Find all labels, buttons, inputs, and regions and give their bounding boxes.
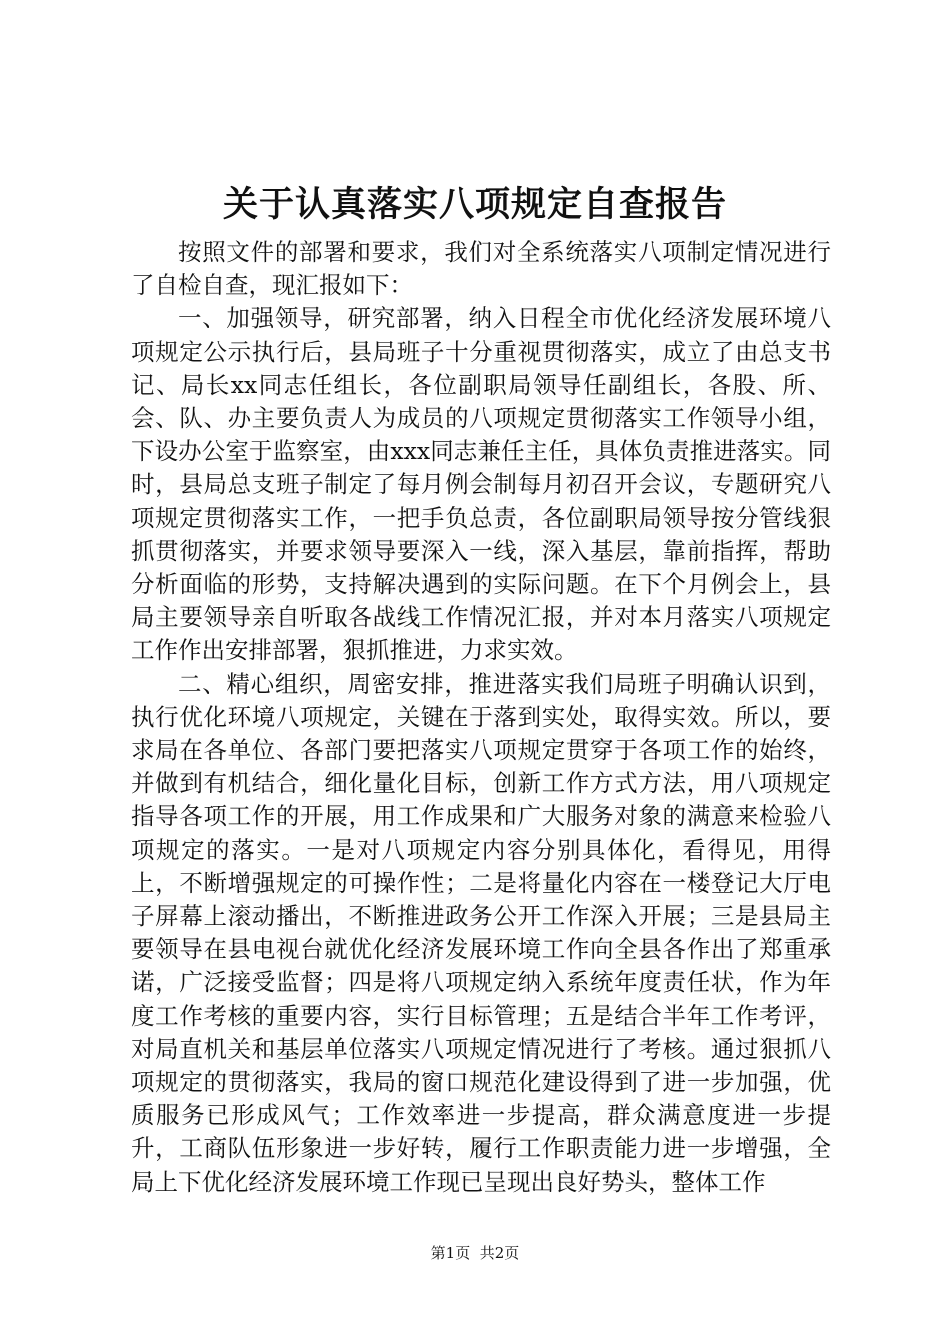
intro-paragraph: 按照文件的部署和要求，我们对全系统落实八项制定情况进行了自检自查，现汇报如下：	[131, 238, 831, 300]
document-title: 关于认真落实八项规定自查报告	[222, 184, 727, 225]
page-footer	[0, 1243, 950, 1263]
section-one-paragraph: 一、加强领导，研究部署，纳入日程全市优化经济发展环境八项规定公示执行后，县局班子十分重视贯彻落实，成立了由总支书记、局长xx同志任组长，各位副职局领导任副组长，各股、所、会、队、办主要负责人为成员的八项规定贯彻落实工作领导小组，下设办公室于监察室，由xxx同志兼任主任，具体负责推进落实。同时，县局总支班子制定了每月例会制每月初召开会议，专题研究八项规定贯彻落实工作，一把手负总责，各位副职局领导按分管线狠抓贯彻落实，并要求领导要深入一线，深入基层，靠前指挥，帮助分析面临的形势，支持解决遇到的实际问题。在下个月例会上，县局主要领导亲自听取各战线工作情况汇报，并对本月落实八项规定工作作出安排部署，狠抓推进，力求实效。	[131, 304, 831, 665]
page-total: 共2页	[479, 1244, 520, 1262]
document-body	[131, 236, 831, 1199]
section-two-paragraph: 二、精心组织，周密安排，推进落实我们局班子明确认识到，执行优化环境八项规定，关键在于落到实处，取得实效。所以，要求局在各单位、各部门要把落实八项规定贯穿于各项工作的始终，并做到有机结合，细化量化目标，创新工作方式方法，用八项规定指导各项工作的开展，用工作成果和广大服务对象的满意来检验八项规定的落实。一是对八项规定内容分别具体化，看得见，用得上，不断增强规定的可操作性；二是将量化内容在一楼登记大厅电子屏幕上滚动播出，不断推进政务公开工作深入开展；三是县局主要领导在县电视台就优化经济发展环境工作向全县各作出了郑重承诺，广泛接受监督；四是将八项规定纳入系统年度责任状，作为年度工作考核的重要内容，实行目标管理；五是结合半年工作考评，对局直机关和基层单位落实八项规定情况进行了考核。通过狠抓八项规定的贯彻落实，我局的窗口规范化建设得到了进一步加强，优质服务已形成风气；工作效率进一步提高，群众满意度进一步提升，工商队伍形象进一步好转，履行工作职责能力进一步增强，全局上下优化经济发展环境工作现已呈现出良好势头，整体工作	[131, 669, 831, 1196]
page-number: 第1页	[430, 1244, 471, 1262]
